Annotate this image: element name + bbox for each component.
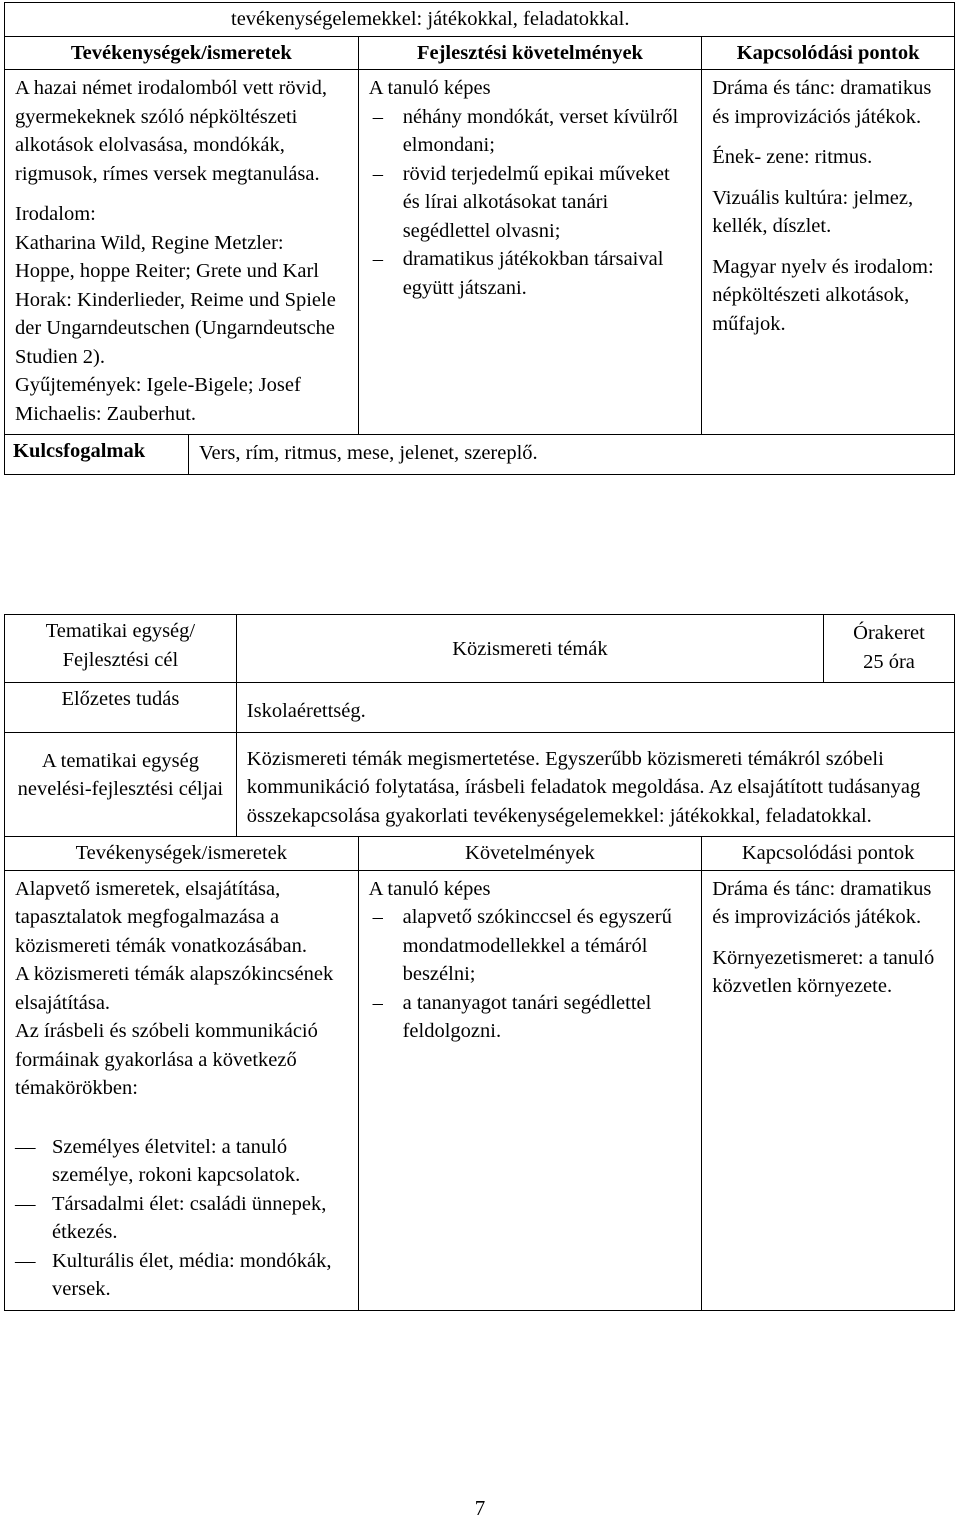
requirements-intro: A tanuló képes bbox=[368, 77, 491, 99]
hours-cell bbox=[824, 615, 955, 683]
header-requirements: Fejlesztési követelmények bbox=[358, 36, 702, 70]
continuation-text: tevékenységelemekkel: játékokkal, feladatokkal. bbox=[5, 3, 955, 37]
content-row bbox=[5, 870, 955, 1310]
list-item: – a tananyagot tanári segédlettel feldolgozni. bbox=[369, 989, 692, 1046]
collections-text: Gyűjtemények: Igele-Bigele; Josef Michaelis: Zauberhut. bbox=[15, 374, 301, 425]
hours-value: 25 óra bbox=[863, 650, 915, 673]
list-item: — Kulturális élet, média: mondókák, versek. bbox=[15, 1247, 348, 1304]
continuation-row bbox=[5, 3, 955, 37]
header-activities: Tevékenységek/ismeretek bbox=[5, 36, 359, 70]
requirements-list bbox=[369, 903, 692, 1046]
connection-item: Környezetismeret: a tanuló közvetlen környezete. bbox=[712, 946, 935, 997]
header-connections: Kapcsolódási pontok bbox=[702, 837, 955, 871]
requirements-list bbox=[369, 103, 692, 303]
topics-list bbox=[15, 1133, 348, 1304]
activities-intro: A hazai német irodalomból vett rövid, gyermekeknek szóló népköltészeti alkotások elolvasása, mondókák, rigmusok, rímes versek megtanulása. bbox=[15, 77, 327, 185]
unit-row bbox=[5, 615, 955, 683]
key-concepts-value: Vers, rím, ritmus, mese, jelenet, szereplő. bbox=[188, 435, 954, 475]
hours-label: Órakeret bbox=[853, 622, 925, 644]
requirements-cell bbox=[358, 70, 702, 435]
activities-paragraph: Alapvető ismeretek, elsajátítása, tapasztalatok megfogalmazása a közismereti témák vonatkozásában. bbox=[15, 877, 308, 957]
activities-cell bbox=[5, 870, 359, 1310]
activities-paragraph: A közismereti témák alapszókincsének elsajátítása. bbox=[15, 963, 334, 1014]
content-row bbox=[5, 70, 955, 435]
goals-label: A tematikai egység nevelési-fejlesztési céljai bbox=[5, 732, 237, 837]
connection-item: Magyar nyelv és irodalom: népköltészeti alkotások, műfajok. bbox=[712, 255, 934, 335]
connections-cell bbox=[702, 870, 955, 1310]
goals-value: Közismereti témák megismertetése. Egyszerűbb közismereti témákról szóbeli kommunikáció folytatása, írásbeli feladatok megoldása. Az elsajátított tudásanyag összekapcsolása gyakorlati tevékenységelemekkel: játékokkal, feladatokkal. bbox=[236, 732, 954, 837]
page-number: 7 bbox=[474, 1496, 486, 1520]
list-item: – dramatikus játékokban társaival együtt játszani. bbox=[369, 245, 692, 302]
header-activities: Tevékenységek/ismeretek bbox=[5, 837, 359, 871]
header-requirements: Követelmények bbox=[358, 837, 702, 871]
goals-row bbox=[5, 732, 955, 837]
activities-paragraph: Az írásbeli és szóbeli kommunikáció formáinak gyakorlása a következő témakörökben: bbox=[15, 1020, 318, 1099]
connections-cell bbox=[702, 70, 955, 435]
unit-label: Tematikai egység/ Fejlesztési cél bbox=[5, 615, 237, 683]
connection-item: Vizuális kultúra: jelmez, kellék, díszlet. bbox=[712, 186, 914, 237]
list-item: – alapvető szókinccsel és egyszerű mondatmodellekkel a témáról beszélni; bbox=[369, 903, 692, 989]
header-row bbox=[5, 837, 955, 871]
key-concepts-label: Kulcsfogalmak bbox=[5, 435, 189, 475]
prior-knowledge-row bbox=[5, 683, 955, 733]
requirements-intro: A tanuló képes bbox=[368, 877, 491, 900]
list-item: – néhány mondókát, verset kívülről elmondani; bbox=[369, 103, 692, 160]
upper-curriculum-table bbox=[4, 2, 955, 475]
prior-knowledge-label: Előzetes tudás bbox=[5, 683, 237, 733]
lower-curriculum-table bbox=[4, 614, 955, 1311]
header-row bbox=[5, 36, 955, 70]
prior-knowledge-value: Iskolaérettség. bbox=[236, 683, 954, 733]
literature-label: Irodalom: bbox=[15, 203, 96, 225]
requirements-cell bbox=[358, 870, 702, 1310]
connection-item: Ének- zene: ritmus. bbox=[712, 146, 873, 168]
list-item: — Társadalmi élet: családi ünnepek, étkezés. bbox=[15, 1190, 348, 1247]
connection-item: Dráma és tánc: dramatikus és improvizációs játékok. bbox=[712, 77, 932, 128]
header-connections: Kapcsolódási pontok bbox=[702, 36, 955, 70]
list-item: — Személyes életvitel: a tanuló személye, rokoni kapcsolatok. bbox=[15, 1133, 348, 1190]
key-concepts-row bbox=[5, 435, 955, 475]
activities-cell bbox=[5, 70, 359, 435]
list-item: – rövid terjedelmű epikai műveket és lírai alkotásokat tanári segédlettel olvasni; bbox=[369, 160, 692, 246]
unit-title: Közismereti témák bbox=[236, 615, 823, 683]
literature-text: Katharina Wild, Regine Metzler: Hoppe, hoppe Reiter; Grete und Karl Horak: Kinderlieder, Reime und Spiele der Ungarndeutschen (Ungarndeutsche Studien 2). bbox=[15, 231, 336, 368]
connection-item: Dráma és tánc: dramatikus és improvizációs játékok. bbox=[712, 877, 932, 928]
